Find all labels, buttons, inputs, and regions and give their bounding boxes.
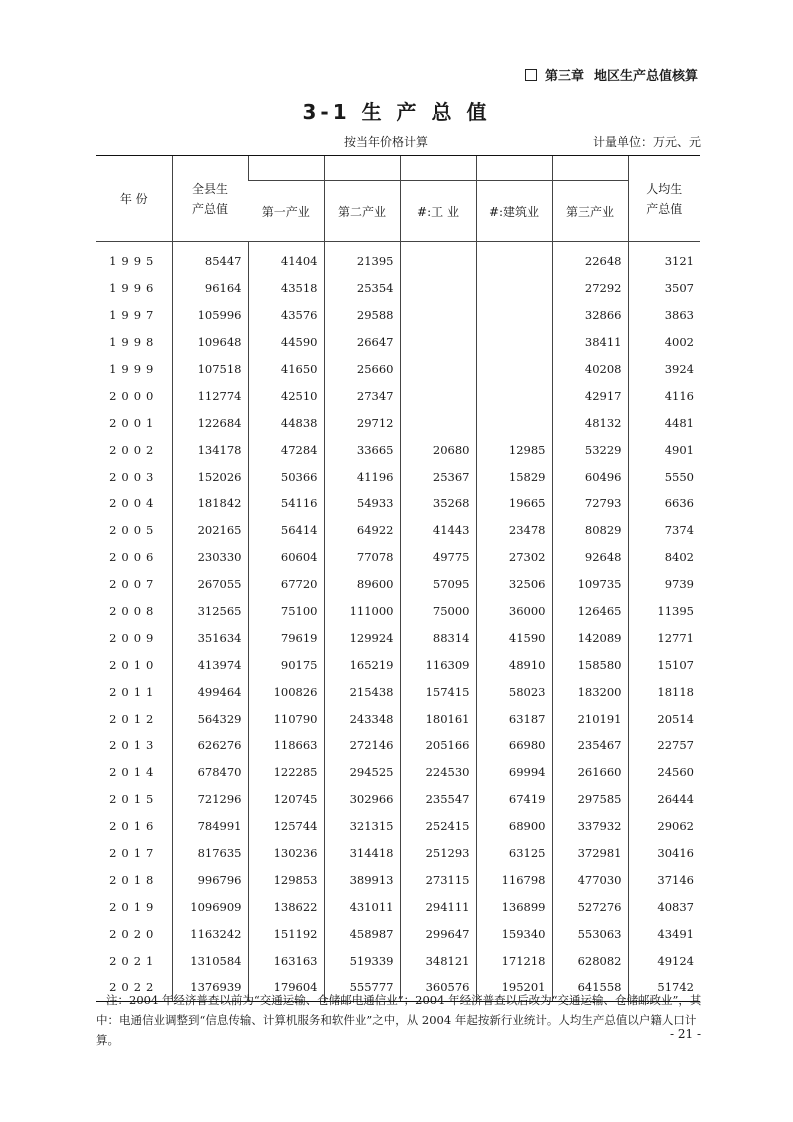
header-per-capita-line2: 产总值 xyxy=(646,201,683,216)
value-cell: 527276 xyxy=(552,893,628,920)
header-industry: #:工 业 xyxy=(400,181,476,242)
value-cell: 75100 xyxy=(248,598,324,625)
value-cell: 294111 xyxy=(400,893,476,920)
value-cell: 171218 xyxy=(476,947,552,974)
header-per-capita-line1: 人均生 xyxy=(646,181,683,196)
table-row xyxy=(96,786,700,813)
value-cell: 458987 xyxy=(324,920,400,947)
value-cell: 51742 xyxy=(628,974,700,1001)
value-cell: 56414 xyxy=(248,517,324,544)
value-cell: 116309 xyxy=(400,651,476,678)
value-cell: 299647 xyxy=(400,920,476,947)
value-cell xyxy=(476,275,552,302)
value-cell: 25367 xyxy=(400,463,476,490)
value-cell: 11395 xyxy=(628,598,700,625)
value-cell: 314418 xyxy=(324,840,400,867)
value-cell: 44838 xyxy=(248,409,324,436)
value-cell: 68900 xyxy=(476,813,552,840)
value-cell: 181842 xyxy=(172,490,248,517)
value-cell: 183200 xyxy=(552,678,628,705)
value-cell: 431011 xyxy=(324,893,400,920)
value-cell: 49124 xyxy=(628,947,700,974)
value-cell: 4116 xyxy=(628,382,700,409)
value-cell: 96164 xyxy=(172,275,248,302)
value-cell: 37146 xyxy=(628,866,700,893)
value-cell: 351634 xyxy=(172,624,248,651)
value-cell: 312565 xyxy=(172,598,248,625)
value-cell: 42510 xyxy=(248,382,324,409)
table-row xyxy=(96,893,700,920)
value-cell: 27302 xyxy=(476,544,552,571)
table-row xyxy=(96,356,700,383)
value-cell: 122285 xyxy=(248,759,324,786)
value-cell: 165219 xyxy=(324,651,400,678)
footnote-text: 注：2004 年经济普查以前为“交通运输、仓储邮电通信业”；2004 年经济普查以后改为“交通运输、仓储邮政业”，其中：电通信业调整到“信息传输、计算机服务和软件业”之中，从 2004 年起按新行业统计。人均生产总值以户籍人口计算。 xyxy=(96,993,702,1047)
year-cell: 1998 xyxy=(109,335,159,350)
value-cell: 1163242 xyxy=(172,920,248,947)
value-cell: 136899 xyxy=(476,893,552,920)
value-cell: 22757 xyxy=(628,732,700,759)
value-cell: 151192 xyxy=(248,920,324,947)
value-cell: 678470 xyxy=(172,759,248,786)
value-cell: 235547 xyxy=(400,786,476,813)
value-cell: 3863 xyxy=(628,302,700,329)
value-cell: 116798 xyxy=(476,866,552,893)
value-cell xyxy=(476,302,552,329)
value-cell xyxy=(400,302,476,329)
value-cell: 53229 xyxy=(552,436,628,463)
table-row xyxy=(96,759,700,786)
value-cell: 477030 xyxy=(552,866,628,893)
table-row xyxy=(96,840,700,867)
value-cell: 195201 xyxy=(476,974,552,1001)
value-cell: 38411 xyxy=(552,329,628,356)
value-cell: 142089 xyxy=(552,624,628,651)
year-cell: 2006 xyxy=(109,550,159,565)
year-cell: 2017 xyxy=(109,846,159,861)
table-row xyxy=(96,705,700,732)
chapter-header xyxy=(525,65,698,84)
value-cell: 267055 xyxy=(172,571,248,598)
value-cell: 100826 xyxy=(248,678,324,705)
value-cell: 60496 xyxy=(552,463,628,490)
table-row xyxy=(96,490,700,517)
value-cell: 54116 xyxy=(248,490,324,517)
value-cell: 90175 xyxy=(248,651,324,678)
value-cell: 4481 xyxy=(628,409,700,436)
value-cell: 32506 xyxy=(476,571,552,598)
value-cell: 15829 xyxy=(476,463,552,490)
value-cell: 111000 xyxy=(324,598,400,625)
header-year: 年 份 xyxy=(96,156,172,242)
header-primary: 第一产业 xyxy=(248,181,324,242)
year-cell: 2014 xyxy=(109,765,159,780)
value-cell: 130236 xyxy=(248,840,324,867)
year-cell: 1996 xyxy=(109,281,159,296)
value-cell: 49775 xyxy=(400,544,476,571)
value-cell: 118663 xyxy=(248,732,324,759)
value-cell: 107518 xyxy=(172,356,248,383)
value-cell: 159340 xyxy=(476,920,552,947)
value-cell: 41404 xyxy=(248,242,324,275)
value-cell xyxy=(400,409,476,436)
value-cell: 24560 xyxy=(628,759,700,786)
header-gdp xyxy=(172,156,248,242)
table-row xyxy=(96,598,700,625)
value-cell: 40837 xyxy=(628,893,700,920)
year-cell: 2019 xyxy=(109,899,159,914)
year-cell: 2021 xyxy=(109,953,159,968)
value-cell: 9739 xyxy=(628,571,700,598)
value-cell: 12771 xyxy=(628,624,700,651)
header-tertiary: 第三产业 xyxy=(552,181,628,242)
value-cell: 817635 xyxy=(172,840,248,867)
value-cell: 180161 xyxy=(400,705,476,732)
value-cell: 22648 xyxy=(552,242,628,275)
value-cell: 47284 xyxy=(248,436,324,463)
value-cell: 42917 xyxy=(552,382,628,409)
header-secondary: 第二产业 xyxy=(324,181,400,242)
value-cell: 89600 xyxy=(324,571,400,598)
value-cell: 80829 xyxy=(552,517,628,544)
value-cell: 20680 xyxy=(400,436,476,463)
value-cell: 413974 xyxy=(172,651,248,678)
value-cell: 36000 xyxy=(476,598,552,625)
value-cell: 41443 xyxy=(400,517,476,544)
year-cell: 1997 xyxy=(109,308,159,323)
value-cell: 54933 xyxy=(324,490,400,517)
value-cell: 210191 xyxy=(552,705,628,732)
value-cell: 8402 xyxy=(628,544,700,571)
value-cell: 499464 xyxy=(172,678,248,705)
value-cell: 25660 xyxy=(324,356,400,383)
value-cell: 202165 xyxy=(172,517,248,544)
table-row xyxy=(96,866,700,893)
year-cell: 2007 xyxy=(109,577,159,592)
chapter-title: 地区生产总值核算 xyxy=(593,69,698,84)
year-cell: 2015 xyxy=(109,792,159,807)
value-cell: 7374 xyxy=(628,517,700,544)
table-row xyxy=(96,571,700,598)
value-cell: 41650 xyxy=(248,356,324,383)
gdp-table xyxy=(96,155,700,1002)
header-per-capita xyxy=(628,156,700,242)
value-cell xyxy=(476,242,552,275)
header-construction: #:建筑业 xyxy=(476,181,552,242)
value-cell: 20514 xyxy=(628,705,700,732)
value-cell xyxy=(400,356,476,383)
year-cell: 2013 xyxy=(109,738,159,753)
value-cell: 112774 xyxy=(172,382,248,409)
value-cell: 158580 xyxy=(552,651,628,678)
value-cell: 126465 xyxy=(552,598,628,625)
value-cell: 109648 xyxy=(172,329,248,356)
value-cell xyxy=(476,409,552,436)
value-cell xyxy=(400,275,476,302)
value-cell: 67720 xyxy=(248,571,324,598)
value-cell: 4901 xyxy=(628,436,700,463)
table-row xyxy=(96,651,700,678)
value-cell: 60604 xyxy=(248,544,324,571)
value-cell: 63187 xyxy=(476,705,552,732)
value-cell xyxy=(400,242,476,275)
value-cell: 27347 xyxy=(324,382,400,409)
value-cell: 302966 xyxy=(324,786,400,813)
value-cell: 27292 xyxy=(552,275,628,302)
value-cell: 641558 xyxy=(552,974,628,1001)
value-cell: 29712 xyxy=(324,409,400,436)
year-cell: 2008 xyxy=(109,604,159,619)
year-cell: 2022 xyxy=(96,974,172,1001)
table-row xyxy=(96,813,700,840)
value-cell: 134178 xyxy=(172,436,248,463)
value-cell: 152026 xyxy=(172,463,248,490)
value-cell: 43576 xyxy=(248,302,324,329)
table-row xyxy=(96,517,700,544)
value-cell: 243348 xyxy=(324,705,400,732)
table-row xyxy=(96,678,700,705)
value-cell: 205166 xyxy=(400,732,476,759)
value-cell: 129853 xyxy=(248,866,324,893)
table-row xyxy=(96,436,700,463)
table-row xyxy=(96,624,700,651)
value-cell: 58023 xyxy=(476,678,552,705)
value-cell: 784991 xyxy=(172,813,248,840)
table-row xyxy=(96,463,700,490)
value-cell: 33665 xyxy=(324,436,400,463)
value-cell: 6636 xyxy=(628,490,700,517)
value-cell: 215438 xyxy=(324,678,400,705)
value-cell: 1096909 xyxy=(172,893,248,920)
year-cell: 1995 xyxy=(109,254,159,269)
year-cell: 2009 xyxy=(109,630,159,645)
value-cell: 372981 xyxy=(552,840,628,867)
value-cell: 72793 xyxy=(552,490,628,517)
value-cell: 230330 xyxy=(172,544,248,571)
footnote xyxy=(96,990,702,1050)
value-cell: 40208 xyxy=(552,356,628,383)
value-cell: 179604 xyxy=(248,974,324,1001)
value-cell: 19665 xyxy=(476,490,552,517)
value-cell: 69994 xyxy=(476,759,552,786)
year-cell: 2002 xyxy=(109,442,159,457)
value-cell: 5550 xyxy=(628,463,700,490)
checkbox-square-icon xyxy=(525,69,537,81)
value-cell: 553063 xyxy=(552,920,628,947)
value-cell: 297585 xyxy=(552,786,628,813)
value-cell: 272146 xyxy=(324,732,400,759)
value-cell: 721296 xyxy=(172,786,248,813)
value-cell: 564329 xyxy=(172,705,248,732)
value-cell: 138622 xyxy=(248,893,324,920)
value-cell: 64922 xyxy=(324,517,400,544)
value-cell: 4002 xyxy=(628,329,700,356)
table-row xyxy=(96,242,700,275)
value-cell: 261660 xyxy=(552,759,628,786)
table-row xyxy=(96,947,700,974)
value-cell: 321315 xyxy=(324,813,400,840)
year-cell: 2011 xyxy=(109,684,159,699)
value-cell: 43518 xyxy=(248,275,324,302)
header-gdp-line1: 全县生 xyxy=(191,181,228,196)
value-cell: 15107 xyxy=(628,651,700,678)
value-cell: 3121 xyxy=(628,242,700,275)
year-cell: 2004 xyxy=(109,496,159,511)
value-cell: 273115 xyxy=(400,866,476,893)
value-cell: 25354 xyxy=(324,275,400,302)
value-cell: 337932 xyxy=(552,813,628,840)
value-cell: 29588 xyxy=(324,302,400,329)
year-cell: 2020 xyxy=(109,926,159,941)
value-cell: 3507 xyxy=(628,275,700,302)
table-row xyxy=(96,302,700,329)
value-cell: 79619 xyxy=(248,624,324,651)
value-cell: 294525 xyxy=(324,759,400,786)
value-cell: 129924 xyxy=(324,624,400,651)
value-cell: 122684 xyxy=(172,409,248,436)
value-cell: 32866 xyxy=(552,302,628,329)
page-number: - 21 - xyxy=(669,1027,701,1041)
value-cell: 44590 xyxy=(248,329,324,356)
value-cell: 110790 xyxy=(248,705,324,732)
header-gdp-line2: 产总值 xyxy=(191,201,228,216)
value-cell: 66980 xyxy=(476,732,552,759)
year-cell: 2005 xyxy=(109,523,159,538)
value-cell xyxy=(476,356,552,383)
value-cell: 628082 xyxy=(552,947,628,974)
value-cell: 1310584 xyxy=(172,947,248,974)
year-cell: 2018 xyxy=(109,872,159,887)
value-cell xyxy=(476,382,552,409)
value-cell: 18118 xyxy=(628,678,700,705)
value-cell xyxy=(400,329,476,356)
year-cell: 2000 xyxy=(109,388,159,403)
value-cell: 1376939 xyxy=(172,974,248,1001)
value-cell: 41590 xyxy=(476,624,552,651)
value-cell: 555777 xyxy=(324,974,400,1001)
value-cell: 35268 xyxy=(400,490,476,517)
value-cell: 120745 xyxy=(248,786,324,813)
year-cell: 2010 xyxy=(109,657,159,672)
year-cell: 2012 xyxy=(109,711,159,726)
value-cell: 48910 xyxy=(476,651,552,678)
value-cell: 29062 xyxy=(628,813,700,840)
value-cell: 26444 xyxy=(628,786,700,813)
value-cell: 125744 xyxy=(248,813,324,840)
value-cell: 48132 xyxy=(552,409,628,436)
table-row xyxy=(96,382,700,409)
value-cell: 3924 xyxy=(628,356,700,383)
value-cell: 105996 xyxy=(172,302,248,329)
year-cell: 2001 xyxy=(109,415,159,430)
value-cell: 626276 xyxy=(172,732,248,759)
value-cell: 26647 xyxy=(324,329,400,356)
year-cell: 1999 xyxy=(109,362,159,376)
value-cell: 21395 xyxy=(324,242,400,275)
value-cell: 43491 xyxy=(628,920,700,947)
value-cell: 389913 xyxy=(324,866,400,893)
value-cell: 63125 xyxy=(476,840,552,867)
price-basis-subtitle: 按当年价格计算 xyxy=(344,135,429,149)
year-cell: 2016 xyxy=(109,819,159,834)
value-cell: 163163 xyxy=(248,947,324,974)
table-row xyxy=(96,732,700,759)
value-cell: 75000 xyxy=(400,598,476,625)
table-title: 3-1 生 产 总 值 xyxy=(302,100,491,124)
value-cell: 67419 xyxy=(476,786,552,813)
value-cell: 85447 xyxy=(172,242,248,275)
value-cell: 41196 xyxy=(324,463,400,490)
value-cell xyxy=(400,382,476,409)
value-cell: 360576 xyxy=(400,974,476,1001)
value-cell: 224530 xyxy=(400,759,476,786)
table-row xyxy=(96,329,700,356)
value-cell: 235467 xyxy=(552,732,628,759)
value-cell: 12985 xyxy=(476,436,552,463)
value-cell: 23478 xyxy=(476,517,552,544)
value-cell: 92648 xyxy=(552,544,628,571)
value-cell: 109735 xyxy=(552,571,628,598)
value-cell: 519339 xyxy=(324,947,400,974)
value-cell: 57095 xyxy=(400,571,476,598)
table-row xyxy=(96,920,700,947)
value-cell: 252415 xyxy=(400,813,476,840)
table-row xyxy=(96,409,700,436)
year-cell: 2003 xyxy=(109,469,159,484)
value-cell: 77078 xyxy=(324,544,400,571)
chapter-label: 第三章 xyxy=(544,69,584,84)
unit-label: 计量单位：万元、元 xyxy=(592,135,701,149)
value-cell: 348121 xyxy=(400,947,476,974)
value-cell: 157415 xyxy=(400,678,476,705)
value-cell xyxy=(476,329,552,356)
table-row xyxy=(96,544,700,571)
value-cell: 996796 xyxy=(172,866,248,893)
value-cell: 251293 xyxy=(400,840,476,867)
value-cell: 30416 xyxy=(628,840,700,867)
value-cell: 88314 xyxy=(400,624,476,651)
value-cell: 50366 xyxy=(248,463,324,490)
table-row xyxy=(96,275,700,302)
